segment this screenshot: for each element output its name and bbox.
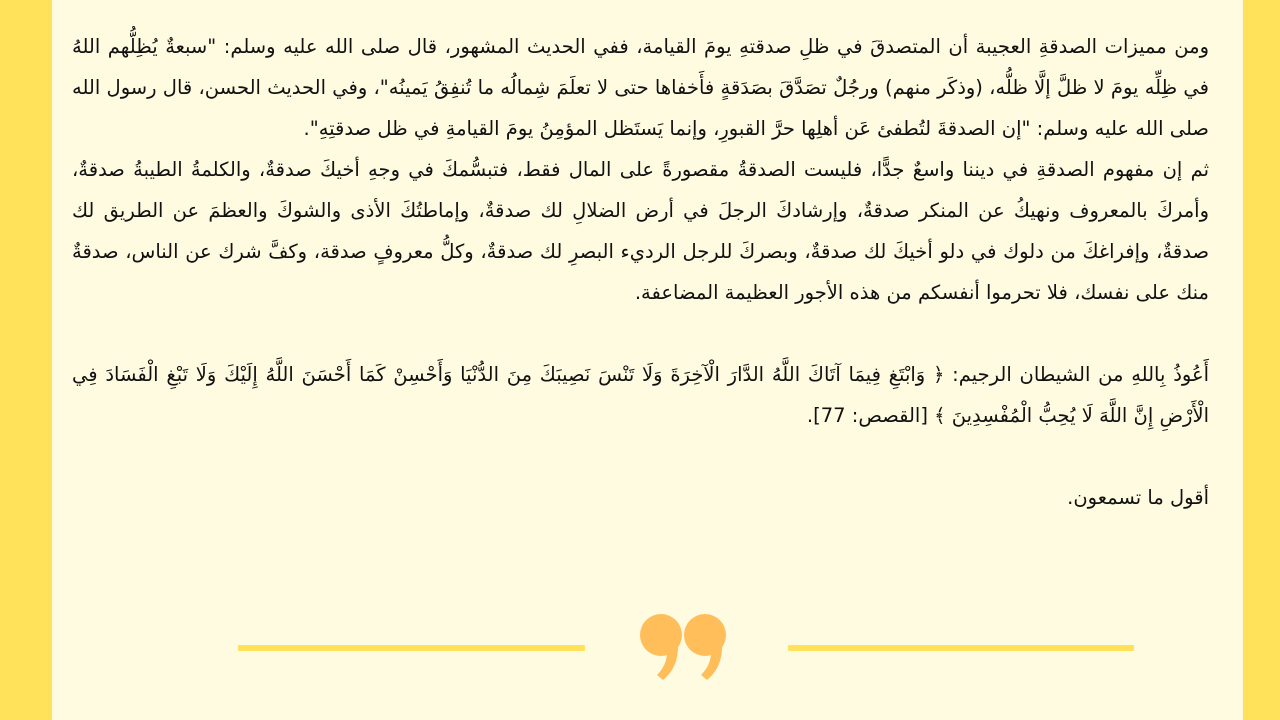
closing-quote-icon: [637, 612, 729, 682]
page-panel: [52, 0, 1243, 720]
paragraph-quran-verse: أَعُوذُ بِاللهِ من الشيطان الرجيم: ﴿ وَابْتَغِ فِيمَا آتَاكَ اللَّهُ الدَّارَ الْآخِرَةَ وَلَا تَنْسَ نَصِيبَكَ مِنَ الدُّنْيَا وَأَحْسِنْ كَمَا أَحْسَنَ اللَّهُ إِلَيْكَ وَلَا تَبْغِ الْفَسَادَ فِي الْأَرْضِ إِنَّ اللَّهَ لَا يُحِبُّ الْمُفْسِدِينَ ﴾ [القصص: 77].: [72, 363, 1209, 427]
paragraph-closing: أقول ما تسمعون.: [1067, 486, 1209, 509]
paragraph-shade-of-charity: ومن مميزات الصدقةِ العجيبة أن المتصدقَ في ظلِ صدقتهِ يومَ القيامة، ففي الحديث المشهور، قال صلى الله عليه وسلم: "سبعةٌ يُظِلُّهم اللهُ في ظِلِّه يومَ لا ظلَّ إلَّا ظلُّه، (وذكَر منهم) ورجُلٌ تصَدَّقَ بصَدَقةٍ فأَخفاها حتى لا تعلَمَ شِمالُه ما تُنفِقُ يَمينُه"، وفي الحديث الحسن، قال رسول الله صلى الله عليه وسلم: "إن الصدقةَ لتُطفئ عَن أهلِها حرَّ القبورِ، وإنما يَستَظل المؤمِنُ يومَ القيامةِ في ظل صدقتِهِ".: [72, 35, 1209, 140]
article-body: [72, 26, 1209, 518]
left-divider-line: [238, 645, 585, 651]
right-divider-line: [788, 645, 1134, 651]
paragraph-meaning-of-charity: ثم إن مفهوم الصدقةِ في ديننا واسعٌ جدًّا، فليست الصدقةُ مقصورةً على المال فقط، فتبسُّمكَ في وجهِ أخيكَ صدقةٌ، والكلمةُ الطيبةُ صدقةٌ، وأمركَ بالمعروف ونهيكُ عن المنكر صدقةٌ، وإرشادكَ الرجلَ في أرض الضلالِ لك صدقةٌ، وإماطتُكَ الأذى والشوكَ والعظمَ عن الطريق لك صدقةٌ، وإفراغكَ من دلوك في دلو أخيكَ لك صدقةٌ، وبصركَ للرجل الرديء البصرِ لك صدقةٌ، وكلُّ معروفٍ صدقة، وكفَّ شرك عن الناس، صدقةٌ منك على نفسك، فلا تحرموا أنفسكم من هذه الأجور العظيمة المضاعفة.: [72, 158, 1209, 304]
paragraph-spacer: [72, 313, 1209, 354]
paragraph-spacer: [72, 436, 1209, 477]
